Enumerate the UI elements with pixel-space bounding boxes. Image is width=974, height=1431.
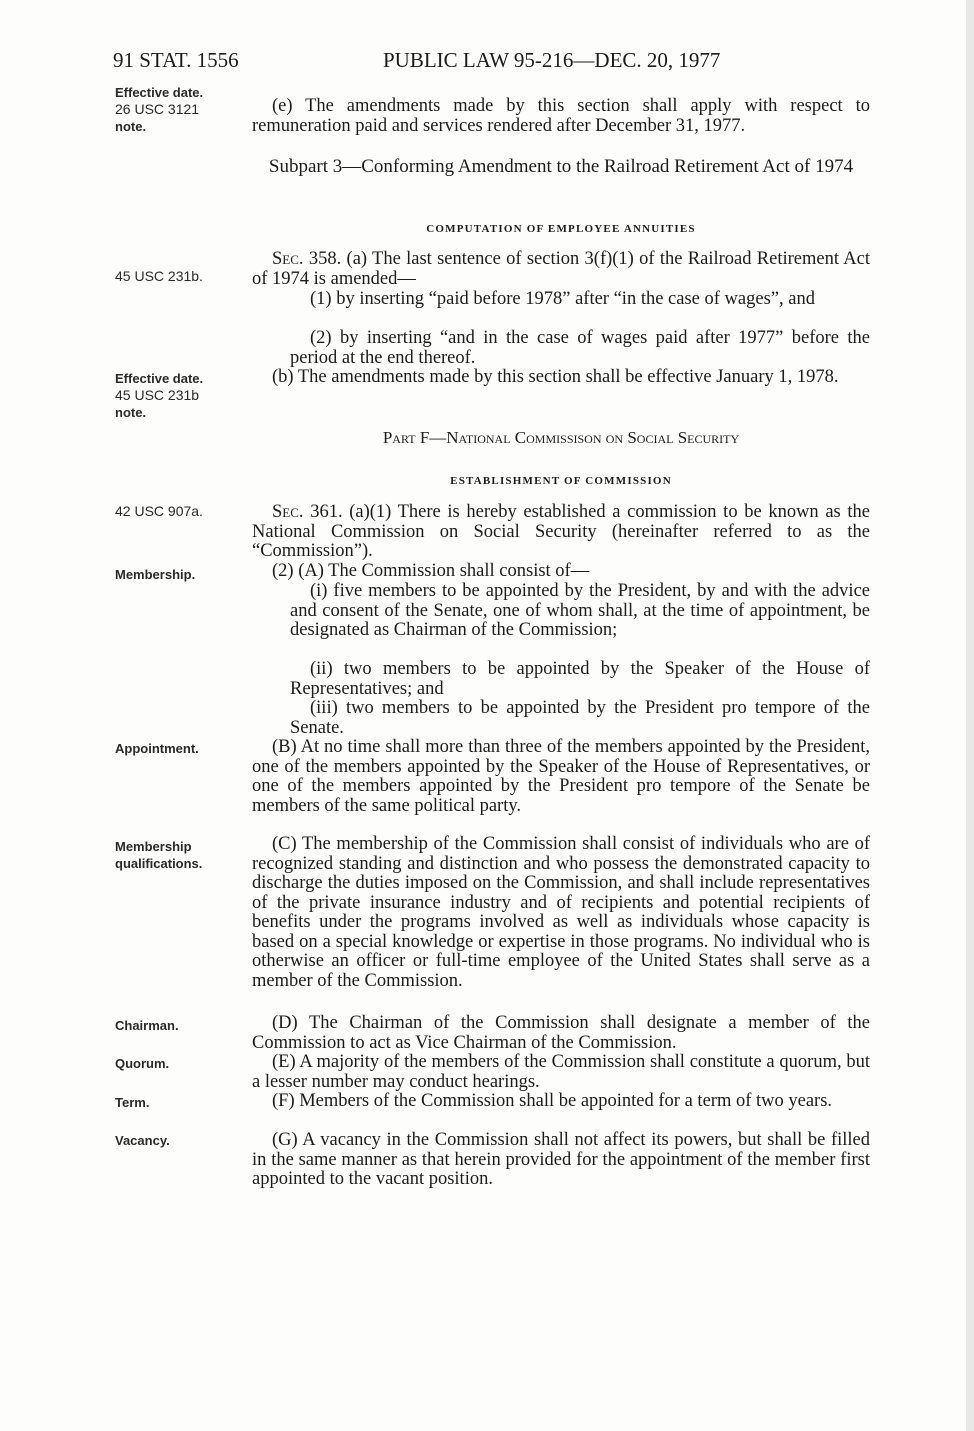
section-358-item-1: (1) by inserting “paid before 1978” after “in the case of wages”, and: [310, 289, 815, 309]
section-361-G: (G) A vacancy in the Commission shall not affect its powers, but shall be filled in the same manner as that herein provided for the appointment of the member first appointed to the vacant position.: [252, 1130, 870, 1189]
section-361-C: (C) The membership of the Commission shall consist of individuals who are of recognized standing and distinction and who possess the demonstrated capacity to discharge the duties imposed on the Commission, and shall include representatives of the private insurance industry and of recipients and potential recipients of benefits under the programs involved as well as individuals whose capacity is based on a special knowledge or expertise in those programs. No individual who is otherwise an officer or full-time employee of the United States shall serve as a member of the Commission.: [252, 834, 870, 991]
section-caption-establishment: ESTABLISHMENT OF COMMISSION: [450, 475, 672, 487]
section-358-item-2: (2) by inserting “and in the case of wages paid after 1977” before the period at the end thereof.: [290, 328, 870, 368]
section-361-a1-text: 361. (a)(1) There is hereby established a commission to be known as the National Commission on Social Security (hereinafter referred to as the “Commission”).: [252, 502, 870, 561]
margin-note-vacancy: Vacancy.: [115, 1133, 170, 1148]
section-361-B: (B) At no time shall more than three of the members appointed by the President, one of the members appointed by the Speaker of the House of Representatives, or one of the members appointed by the President pro tempore of the Senate be members of the same political party.: [252, 737, 870, 816]
section-361-a1: [252, 503, 870, 562]
section-358-b: (b) The amendments made by this section shall be effective January 1, 1978.: [272, 367, 839, 387]
statute-page-number: 91 STAT. 1556: [113, 48, 239, 72]
section-361-D: (D) The Chairman of the Commission shall designate a member of the Commission to act as Vice Chairman of the Commission.: [252, 1013, 870, 1053]
section-358-a-text: 358. (a) The last sentence of section 3(f)(1) of the Railroad Retirement Act of 1974 is amended—: [252, 249, 870, 289]
section-361-E: (E) A majority of the members of the Commission shall constitute a quorum, but a lesser number may conduct hearings.: [252, 1052, 870, 1092]
running-head: PUBLIC LAW 95-216—DEC. 20, 1977: [383, 48, 721, 72]
section-358-a: [252, 250, 870, 289]
scan-gutter: [966, 0, 974, 1431]
margin-note-chairman: Chairman.: [115, 1018, 179, 1033]
margin-note-membership: Membership.: [115, 567, 196, 582]
section-label: Sec.: [272, 249, 304, 269]
margin-note-usc-231b: 45 USC 231b.: [115, 268, 203, 284]
margin-note-term: Term.: [115, 1095, 150, 1110]
section-caption-annuities: COMPUTATION OF EMPLOYEE ANNUITIES: [426, 223, 696, 235]
part-heading: Part F—National Commissison on Social Security: [382, 428, 740, 447]
margin-note-quorum: Quorum.: [115, 1056, 170, 1071]
section-361-2A: (2) (A) The Commission shall consist of—: [272, 561, 590, 581]
section-label: Sec.: [272, 502, 304, 522]
section-361-F: (F) Members of the Commission shall be appointed for a term of two years.: [272, 1091, 833, 1111]
section-361-clause-ii: (ii) two members to be appointed by the Speaker of the House of Representatives; and: [290, 659, 870, 699]
subpart-heading: Subpart 3—Conforming Amendment to the Railroad Retirement Act of 1974: [268, 156, 854, 177]
margin-note-appointment: Appointment.: [115, 741, 199, 756]
paragraph-e: (e) The amendments made by this section shall apply with respect to remuneration paid and services rendered after December 31, 1977.: [252, 96, 870, 136]
section-361-clause-i: (i) five members to be appointed by the President, by and with the advice and consent of the Senate, one of whom shall, at the time of appointment, be designated as Chairman of the Commission;: [290, 581, 870, 640]
section-361-clause-iii: (iii) two members to be appointed by the President pro tempore of the Senate.: [290, 698, 870, 738]
margin-note-membership-qualifications: Membership qualifications.: [115, 839, 203, 871]
margin-note-effective-date: Effective date. 26 USC 3121 note.: [115, 85, 204, 134]
margin-note-usc-907a: 42 USC 907a.: [115, 503, 203, 519]
margin-note-effective-date-2: Effective date. 45 USC 231b note.: [115, 371, 204, 420]
